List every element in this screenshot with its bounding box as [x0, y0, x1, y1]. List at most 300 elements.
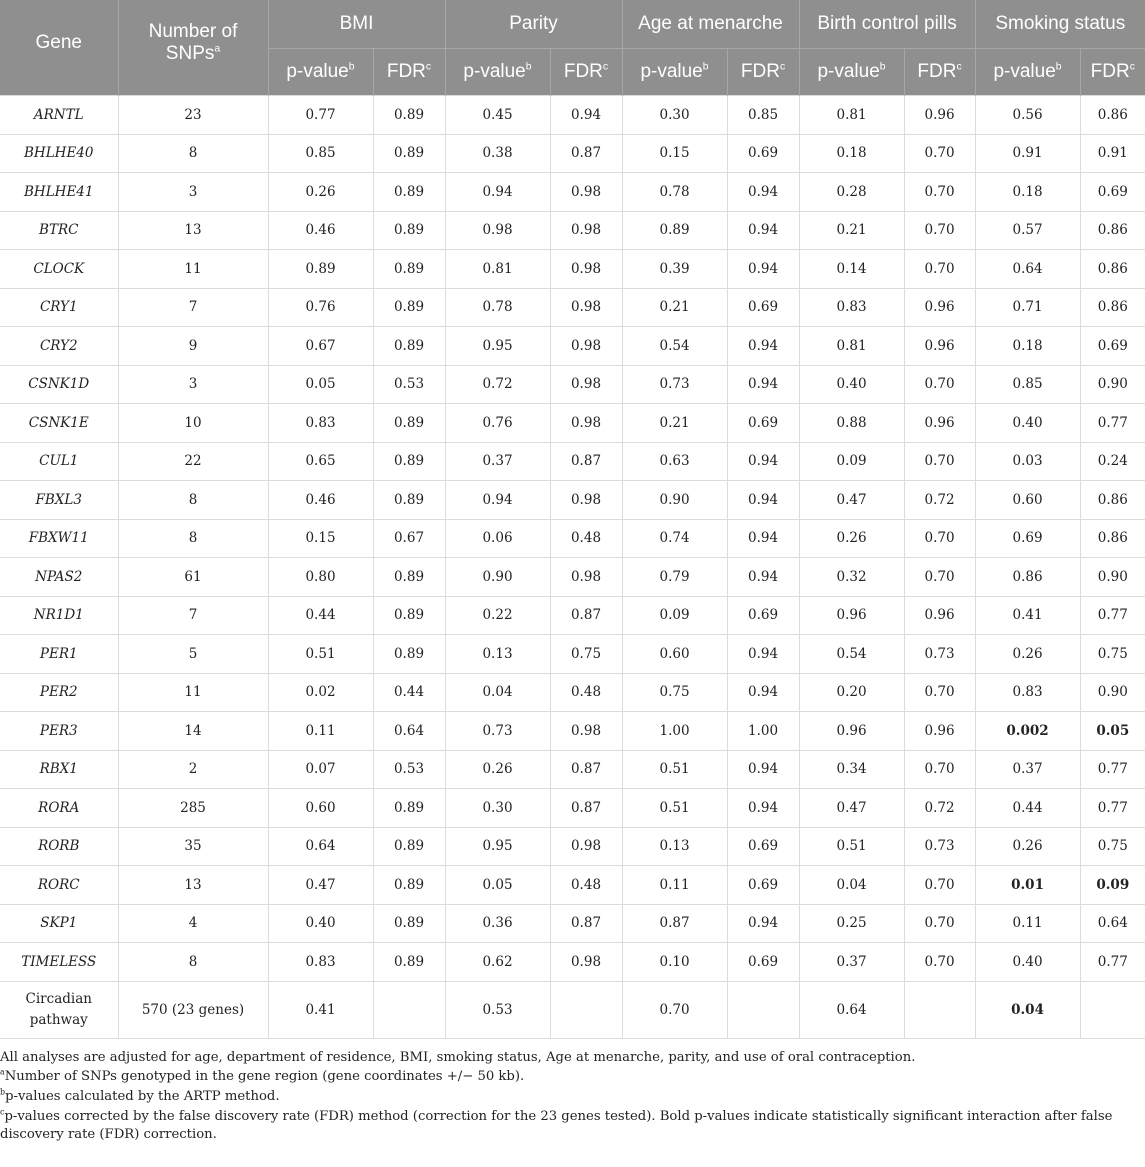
- par-p-cell: 0.72: [445, 365, 550, 404]
- age-fdr-cell: 0.94: [727, 211, 799, 250]
- gene-cell: CLOCK: [0, 250, 118, 289]
- smk-p-cell: 0.03: [975, 442, 1080, 481]
- bcp-p-cell: 0.34: [799, 750, 904, 789]
- par-fdr-cell: 0.98: [550, 481, 622, 520]
- age-p-cell: 0.60: [622, 635, 727, 674]
- table-row: [0, 288, 1145, 327]
- bcp-fdr-cell: 0.96: [904, 596, 975, 635]
- table-row: [0, 596, 1145, 635]
- bmi-fdr-cell: 0.53: [373, 365, 445, 404]
- gene-cell: BHLHE41: [0, 173, 118, 212]
- age-p-cell: 0.87: [622, 904, 727, 943]
- bcp-fdr-cell: 0.70: [904, 211, 975, 250]
- bcp-p-cell: 0.04: [799, 866, 904, 905]
- bcp-fdr-cell: 0.70: [904, 904, 975, 943]
- footnote-general: All analyses are adjusted for age, department of residence, BMI, smoking status, Age at menarche, parity, and use of oral contraception.: [0, 1049, 916, 1065]
- smk-p-cell: 0.44: [975, 789, 1080, 828]
- par-fdr-cell: 0.94: [550, 96, 622, 135]
- age-p-value-header: p-value$^b$: [622, 49, 727, 96]
- smk-p-cell: 0.56: [975, 96, 1080, 135]
- snps-cell: 8: [118, 481, 268, 520]
- empty-cell: [1080, 981, 1145, 1038]
- smk-fdr-cell: 0.86: [1080, 519, 1145, 558]
- table-row: [0, 365, 1145, 404]
- gene-cell: CRY2: [0, 327, 118, 366]
- bmi-fdr-cell: 0.89: [373, 827, 445, 866]
- par-fdr-cell: 0.98: [550, 288, 622, 327]
- par-fdr-cell: 0.87: [550, 596, 622, 635]
- empty-cell: [373, 981, 445, 1038]
- age-fdr-cell: 0.94: [727, 365, 799, 404]
- bcp-p-cell: 0.96: [799, 712, 904, 751]
- age-p-cell: 0.73: [622, 365, 727, 404]
- table-row: [0, 404, 1145, 443]
- par-p-cell: 0.95: [445, 327, 550, 366]
- gene-cell: FBXL3: [0, 481, 118, 520]
- smk-p-cell: 0.26: [975, 635, 1080, 674]
- bmi-fdr-cell: 0.53: [373, 750, 445, 789]
- bmi-p-cell: 0.65: [268, 442, 373, 481]
- bcp-fdr-cell: 0.70: [904, 943, 975, 982]
- bcp-p-cell: 0.51: [799, 827, 904, 866]
- table-row: [0, 481, 1145, 520]
- smk-fdr-cell: 0.24: [1080, 442, 1145, 481]
- bcp-fdr-cell: 0.70: [904, 558, 975, 597]
- smk-fdr-cell: 0.64: [1080, 904, 1145, 943]
- par-p-value-header: p-value$^b$: [445, 49, 550, 96]
- age-fdr-header: FDR$^c$: [727, 49, 799, 96]
- footnote-b: $^b$p-values calculated by the ARTP method.: [0, 1088, 280, 1105]
- gene-cell: SKP1: [0, 904, 118, 943]
- bcp-fdr-cell: 0.70: [904, 750, 975, 789]
- snps-cell: 7: [118, 288, 268, 327]
- bcp-p-cell: 0.14: [799, 250, 904, 289]
- par-fdr-cell: 0.98: [550, 365, 622, 404]
- snps-cell: 11: [118, 250, 268, 289]
- snps-cell: 3: [118, 365, 268, 404]
- bmi-p-cell: 0.76: [268, 288, 373, 327]
- snps-cell: 35: [118, 827, 268, 866]
- par-p-cell: 0.94: [445, 481, 550, 520]
- par-p-cell: 0.94: [445, 173, 550, 212]
- age-p-cell: 1.00: [622, 712, 727, 751]
- bcp-p-cell: 0.81: [799, 96, 904, 135]
- smk-fdr-cell: 0.05: [1080, 712, 1145, 751]
- smk-fdr-cell: 0.77: [1080, 943, 1145, 982]
- smk-p-cell: 0.41: [975, 596, 1080, 635]
- age-fdr-cell: 0.94: [727, 558, 799, 597]
- bmi-p-cell: 0.40: [268, 904, 373, 943]
- pathway-bcp-p-cell: 0.64: [799, 981, 904, 1038]
- age-fdr-cell: 0.94: [727, 519, 799, 558]
- smk-fdr-cell: 0.86: [1080, 96, 1145, 135]
- bmi-p-cell: 0.85: [268, 134, 373, 173]
- bmi-fdr-cell: 0.89: [373, 442, 445, 481]
- snps-cell: 8: [118, 134, 268, 173]
- group-header-bmi: BMI: [268, 0, 445, 49]
- gene-cell: NR1D1: [0, 596, 118, 635]
- age-p-cell: 0.30: [622, 96, 727, 135]
- bcp-p-cell: 0.54: [799, 635, 904, 674]
- par-p-cell: 0.73: [445, 712, 550, 751]
- bmi-p-cell: 0.47: [268, 866, 373, 905]
- pathway-bmi-p-cell: 0.41: [268, 981, 373, 1038]
- age-fdr-cell: 0.94: [727, 327, 799, 366]
- age-p-cell: 0.63: [622, 442, 727, 481]
- age-fdr-cell: 0.94: [727, 442, 799, 481]
- bmi-fdr-cell: 0.89: [373, 288, 445, 327]
- gene-column-header: Gene: [0, 0, 118, 96]
- age-fdr-cell: 0.94: [727, 904, 799, 943]
- bcp-p-cell: 0.88: [799, 404, 904, 443]
- age-p-cell: 0.75: [622, 673, 727, 712]
- bmi-p-cell: 0.83: [268, 943, 373, 982]
- table-row: [0, 250, 1145, 289]
- age-fdr-cell: 0.94: [727, 173, 799, 212]
- bmi-p-cell: 0.46: [268, 211, 373, 250]
- age-p-cell: 0.15: [622, 134, 727, 173]
- bcp-fdr-cell: 0.96: [904, 327, 975, 366]
- snps-cell: 8: [118, 519, 268, 558]
- bmi-fdr-cell: 0.89: [373, 635, 445, 674]
- bmi-p-cell: 0.80: [268, 558, 373, 597]
- smk-p-cell: 0.18: [975, 327, 1080, 366]
- smk-p-cell: 0.40: [975, 943, 1080, 982]
- smk-p-cell: 0.86: [975, 558, 1080, 597]
- age-fdr-cell: 0.69: [727, 943, 799, 982]
- par-fdr-cell: 0.75: [550, 635, 622, 674]
- bmi-fdr-cell: 0.89: [373, 173, 445, 212]
- bcp-fdr-cell: 0.72: [904, 789, 975, 828]
- table-body: [0, 96, 1145, 1039]
- par-fdr-cell: 0.48: [550, 519, 622, 558]
- pathway-smk-p-cell: 0.04: [975, 981, 1080, 1038]
- bcp-p-cell: 0.47: [799, 481, 904, 520]
- table-row: [0, 96, 1145, 135]
- par-p-cell: 0.37: [445, 442, 550, 481]
- pathway-label-cell: Circadian pathway: [0, 981, 118, 1038]
- par-fdr-cell: 0.98: [550, 712, 622, 751]
- table-row: [0, 558, 1145, 597]
- par-fdr-cell: 0.87: [550, 904, 622, 943]
- bmi-p-cell: 0.51: [268, 635, 373, 674]
- table-row: [0, 904, 1145, 943]
- smk-p-cell: 0.11: [975, 904, 1080, 943]
- par-p-cell: 0.81: [445, 250, 550, 289]
- smk-fdr-cell: 0.86: [1080, 481, 1145, 520]
- smk-p-cell: 0.60: [975, 481, 1080, 520]
- bmi-p-cell: 0.89: [268, 250, 373, 289]
- bmi-fdr-cell: 0.89: [373, 789, 445, 828]
- bmi-p-cell: 0.11: [268, 712, 373, 751]
- snps-cell: 11: [118, 673, 268, 712]
- bmi-fdr-cell: 0.89: [373, 211, 445, 250]
- group-header-smoking-status: Smoking status: [975, 0, 1145, 49]
- bmi-fdr-cell: 0.89: [373, 404, 445, 443]
- bcp-fdr-cell: 0.96: [904, 288, 975, 327]
- par-p-cell: 0.98: [445, 211, 550, 250]
- table-row: [0, 519, 1145, 558]
- age-p-cell: 0.78: [622, 173, 727, 212]
- table-row: [0, 866, 1145, 905]
- par-fdr-header: FDR$^c$: [550, 49, 622, 96]
- bmi-p-cell: 0.77: [268, 96, 373, 135]
- bcp-fdr-cell: 0.73: [904, 827, 975, 866]
- gene-cell: CSNK1E: [0, 404, 118, 443]
- gene-cell: NPAS2: [0, 558, 118, 597]
- bmi-p-cell: 0.07: [268, 750, 373, 789]
- par-fdr-cell: 0.98: [550, 827, 622, 866]
- bmi-fdr-cell: 0.89: [373, 96, 445, 135]
- snps-cell: 5: [118, 635, 268, 674]
- smk-p-cell: 0.91: [975, 134, 1080, 173]
- smk-p-cell: 0.64: [975, 250, 1080, 289]
- snps-cell: 14: [118, 712, 268, 751]
- smk-fdr-header: FDR$^c$: [1080, 49, 1145, 96]
- smk-fdr-cell: 0.69: [1080, 173, 1145, 212]
- bmi-p-value-header: p-value$^b$: [268, 49, 373, 96]
- gene-cell: PER2: [0, 673, 118, 712]
- bmi-fdr-cell: 0.89: [373, 596, 445, 635]
- smk-p-cell: 0.18: [975, 173, 1080, 212]
- par-p-cell: 0.26: [445, 750, 550, 789]
- gene-cell: RORA: [0, 789, 118, 828]
- table-row: [0, 712, 1145, 751]
- footnote-a: $^a$Number of SNPs genotyped in the gene region (gene coordinates +/− 50 kb).: [0, 1068, 525, 1085]
- bcp-p-cell: 0.37: [799, 943, 904, 982]
- table-row: [0, 635, 1145, 674]
- bcp-fdr-header: FDR$^c$: [904, 49, 975, 96]
- par-p-cell: 0.13: [445, 635, 550, 674]
- snps-cell: 13: [118, 211, 268, 250]
- snps-cell: 4: [118, 904, 268, 943]
- smk-p-cell: 0.26: [975, 827, 1080, 866]
- snps-cell: 10: [118, 404, 268, 443]
- age-p-cell: 0.10: [622, 943, 727, 982]
- par-fdr-cell: 0.98: [550, 943, 622, 982]
- bcp-p-cell: 0.18: [799, 134, 904, 173]
- par-fdr-cell: 0.98: [550, 173, 622, 212]
- smk-p-value-header: p-value$^b$: [975, 49, 1080, 96]
- age-p-cell: 0.89: [622, 211, 727, 250]
- table-row: [0, 789, 1145, 828]
- age-fdr-cell: 1.00: [727, 712, 799, 751]
- par-p-cell: 0.22: [445, 596, 550, 635]
- smk-fdr-cell: 0.86: [1080, 288, 1145, 327]
- gene-cell: BTRC: [0, 211, 118, 250]
- snps-cell: 22: [118, 442, 268, 481]
- age-fdr-cell: 0.94: [727, 750, 799, 789]
- bmi-fdr-cell: 0.67: [373, 519, 445, 558]
- bcp-fdr-cell: 0.70: [904, 866, 975, 905]
- par-p-cell: 0.95: [445, 827, 550, 866]
- smk-fdr-cell: 0.77: [1080, 596, 1145, 635]
- par-p-cell: 0.30: [445, 789, 550, 828]
- par-fdr-cell: 0.48: [550, 866, 622, 905]
- par-fdr-cell: 0.98: [550, 327, 622, 366]
- smk-fdr-cell: 0.77: [1080, 750, 1145, 789]
- footnote-c: $^c$p-values corrected by the false discovery rate (FDR) method (correction for the 23 genes tested). Bold p-values indicate statistically significant interaction after false discovery rate (FDR) correction.: [0, 1107, 1113, 1143]
- table-header: [0, 0, 1145, 96]
- bmi-fdr-cell: 0.89: [373, 904, 445, 943]
- gene-cell: PER3: [0, 712, 118, 751]
- age-fdr-cell: 0.85: [727, 96, 799, 135]
- par-fdr-cell: 0.48: [550, 673, 622, 712]
- gene-cell: CRY1: [0, 288, 118, 327]
- par-fdr-cell: 0.87: [550, 750, 622, 789]
- smk-fdr-cell: 0.09: [1080, 866, 1145, 905]
- par-p-cell: 0.78: [445, 288, 550, 327]
- bmi-p-cell: 0.60: [268, 789, 373, 828]
- smk-fdr-cell: 0.91: [1080, 134, 1145, 173]
- age-fdr-cell: 0.94: [727, 250, 799, 289]
- group-header-birth-control-pills: Birth control pills: [799, 0, 975, 49]
- age-p-cell: 0.13: [622, 827, 727, 866]
- bcp-fdr-cell: 0.96: [904, 404, 975, 443]
- par-p-cell: 0.62: [445, 943, 550, 982]
- bcp-p-cell: 0.96: [799, 596, 904, 635]
- smk-fdr-cell: 0.90: [1080, 365, 1145, 404]
- par-p-cell: 0.45: [445, 96, 550, 135]
- par-fdr-cell: 0.98: [550, 404, 622, 443]
- bmi-fdr-cell: 0.44: [373, 673, 445, 712]
- smk-p-cell: 0.71: [975, 288, 1080, 327]
- empty-cell: [727, 981, 799, 1038]
- bcp-p-cell: 0.09: [799, 442, 904, 481]
- age-fdr-cell: 0.69: [727, 288, 799, 327]
- par-fdr-cell: 0.87: [550, 442, 622, 481]
- bcp-fdr-cell: 0.70: [904, 173, 975, 212]
- table-row: [0, 827, 1145, 866]
- smk-p-cell: 0.40: [975, 404, 1080, 443]
- gene-cell: CUL1: [0, 442, 118, 481]
- pathway-snps-cell: 570 (23 genes): [118, 981, 268, 1038]
- table-row: [0, 943, 1145, 982]
- smk-fdr-cell: 0.77: [1080, 404, 1145, 443]
- bmi-fdr-cell: 0.89: [373, 327, 445, 366]
- age-fdr-cell: 0.94: [727, 673, 799, 712]
- snps-cell: 2: [118, 750, 268, 789]
- snps-cell: 13: [118, 866, 268, 905]
- bcp-p-cell: 0.28: [799, 173, 904, 212]
- table-row: [0, 211, 1145, 250]
- smk-p-cell: 0.01: [975, 866, 1080, 905]
- bcp-fdr-cell: 0.70: [904, 365, 975, 404]
- bmi-p-cell: 0.64: [268, 827, 373, 866]
- smk-fdr-cell: 0.86: [1080, 211, 1145, 250]
- smk-fdr-cell: 0.69: [1080, 327, 1145, 366]
- age-p-cell: 0.90: [622, 481, 727, 520]
- gene-cell: ARNTL: [0, 96, 118, 135]
- age-p-cell: 0.21: [622, 404, 727, 443]
- age-p-cell: 0.79: [622, 558, 727, 597]
- bcp-fdr-cell: 0.70: [904, 442, 975, 481]
- bcp-fdr-cell: 0.70: [904, 134, 975, 173]
- smk-fdr-cell: 0.77: [1080, 789, 1145, 828]
- table-row: [0, 134, 1145, 173]
- bcp-fdr-cell: 0.96: [904, 96, 975, 135]
- par-p-cell: 0.05: [445, 866, 550, 905]
- bmi-p-cell: 0.26: [268, 173, 373, 212]
- bcp-p-cell: 0.32: [799, 558, 904, 597]
- smk-p-cell: 0.85: [975, 365, 1080, 404]
- snps-cell: 23: [118, 96, 268, 135]
- age-p-cell: 0.51: [622, 750, 727, 789]
- snps-cell: 3: [118, 173, 268, 212]
- gene-cell: CSNK1D: [0, 365, 118, 404]
- gene-cell: TIMELESS: [0, 943, 118, 982]
- bmi-fdr-cell: 0.89: [373, 481, 445, 520]
- age-fdr-cell: 0.69: [727, 134, 799, 173]
- bcp-p-cell: 0.40: [799, 365, 904, 404]
- pathway-row: [0, 981, 1145, 1038]
- empty-cell: [904, 981, 975, 1038]
- age-fdr-cell: 0.69: [727, 596, 799, 635]
- table-row: [0, 750, 1145, 789]
- par-p-cell: 0.04: [445, 673, 550, 712]
- bmi-fdr-cell: 0.89: [373, 250, 445, 289]
- smk-fdr-cell: 0.86: [1080, 250, 1145, 289]
- age-fdr-cell: 0.94: [727, 635, 799, 674]
- par-p-cell: 0.90: [445, 558, 550, 597]
- smk-p-cell: 0.37: [975, 750, 1080, 789]
- par-p-cell: 0.36: [445, 904, 550, 943]
- bcp-fdr-cell: 0.96: [904, 712, 975, 751]
- pathway-par-p-cell: 0.53: [445, 981, 550, 1038]
- bmi-p-cell: 0.67: [268, 327, 373, 366]
- smk-p-cell: 0.83: [975, 673, 1080, 712]
- age-fdr-cell: 0.69: [727, 827, 799, 866]
- bcp-fdr-cell: 0.72: [904, 481, 975, 520]
- bcp-p-cell: 0.83: [799, 288, 904, 327]
- bmi-fdr-cell: 0.89: [373, 943, 445, 982]
- snps-column-header: Number of SNPs$^a$: [118, 0, 268, 96]
- bcp-p-cell: 0.20: [799, 673, 904, 712]
- age-fdr-cell: 0.69: [727, 866, 799, 905]
- bmi-p-cell: 0.02: [268, 673, 373, 712]
- bmi-fdr-header: FDR$^c$: [373, 49, 445, 96]
- bmi-p-cell: 0.83: [268, 404, 373, 443]
- par-p-cell: 0.38: [445, 134, 550, 173]
- par-fdr-cell: 0.98: [550, 558, 622, 597]
- par-fdr-cell: 0.87: [550, 789, 622, 828]
- snps-cell: 61: [118, 558, 268, 597]
- empty-cell: [550, 981, 622, 1038]
- bmi-p-cell: 0.05: [268, 365, 373, 404]
- age-p-cell: 0.54: [622, 327, 727, 366]
- bcp-p-cell: 0.47: [799, 789, 904, 828]
- age-fdr-cell: 0.94: [727, 789, 799, 828]
- smk-fdr-cell: 0.90: [1080, 673, 1145, 712]
- smk-fdr-cell: 0.90: [1080, 558, 1145, 597]
- age-p-cell: 0.39: [622, 250, 727, 289]
- smk-fdr-cell: 0.75: [1080, 635, 1145, 674]
- bcp-fdr-cell: 0.70: [904, 673, 975, 712]
- pathway-age-p-cell: 0.70: [622, 981, 727, 1038]
- bcp-p-cell: 0.25: [799, 904, 904, 943]
- group-header-parity: Parity: [445, 0, 622, 49]
- bcp-p-value-header: p-value$^b$: [799, 49, 904, 96]
- age-p-cell: 0.74: [622, 519, 727, 558]
- table-footnotes: [0, 1039, 1145, 1145]
- par-fdr-cell: 0.98: [550, 211, 622, 250]
- bcp-p-cell: 0.81: [799, 327, 904, 366]
- bmi-p-cell: 0.44: [268, 596, 373, 635]
- bmi-fdr-cell: 0.64: [373, 712, 445, 751]
- snps-cell: 285: [118, 789, 268, 828]
- gene-cell: RORC: [0, 866, 118, 905]
- gene-cell: FBXW11: [0, 519, 118, 558]
